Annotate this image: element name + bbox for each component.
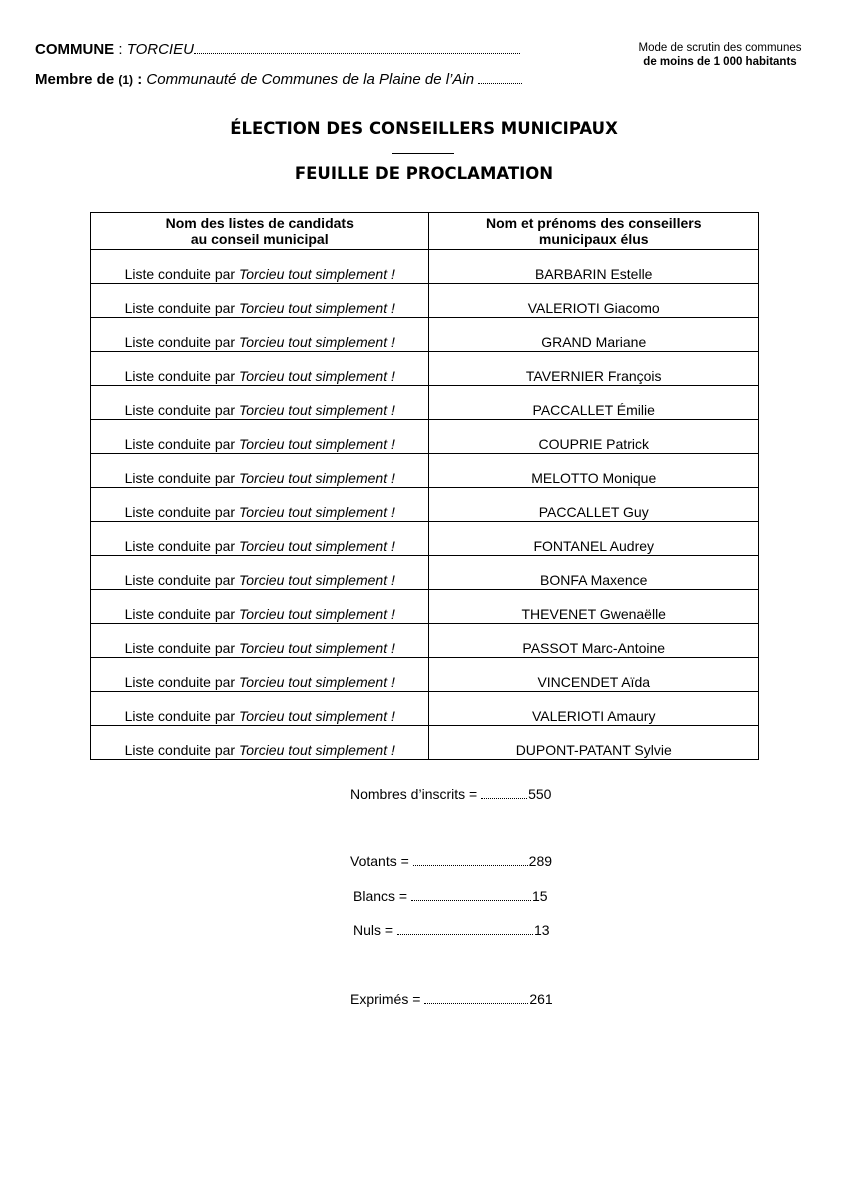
table-row bbox=[91, 386, 759, 420]
list-name: Torcieu tout simplement ! bbox=[238, 266, 395, 282]
dotted-leader bbox=[194, 53, 520, 54]
dotted-leader bbox=[481, 798, 527, 799]
stat-inscrits bbox=[350, 786, 551, 802]
list-name: Torcieu tout simplement ! bbox=[238, 606, 395, 622]
list-prefix: Liste conduite par bbox=[124, 606, 239, 622]
list-cell bbox=[91, 420, 429, 454]
list-cell bbox=[91, 318, 429, 352]
elected-name-cell bbox=[429, 352, 759, 386]
list-cell bbox=[91, 284, 429, 318]
elected-name: MELOTTO Monique bbox=[531, 470, 657, 486]
list-name: Torcieu tout simplement ! bbox=[238, 742, 395, 758]
commune-line bbox=[35, 41, 520, 58]
stat-nuls-label: Nuls = bbox=[353, 922, 397, 938]
list-cell bbox=[91, 624, 429, 658]
list-prefix: Liste conduite par bbox=[124, 402, 239, 418]
table-row bbox=[91, 658, 759, 692]
elected-name: TAVERNIER François bbox=[525, 368, 662, 384]
list-name: Torcieu tout simplement ! bbox=[238, 640, 395, 656]
dotted-leader bbox=[397, 934, 533, 935]
commune-value: TORCIEU bbox=[126, 41, 194, 58]
elected-name-cell bbox=[429, 590, 759, 624]
results-table bbox=[90, 212, 759, 760]
elected-name-cell bbox=[429, 386, 759, 420]
commune-label: COMMUNE bbox=[35, 41, 115, 58]
dotted-leader bbox=[478, 83, 522, 84]
elected-name: PASSOT Marc-Antoine bbox=[522, 640, 666, 656]
column-header-lists bbox=[91, 213, 429, 250]
list-prefix: Liste conduite par bbox=[124, 436, 239, 452]
elected-name: DUPONT-PATANT Sylvie bbox=[515, 742, 672, 758]
elected-name-cell bbox=[429, 522, 759, 556]
table-row bbox=[91, 522, 759, 556]
stat-inscrits-value: 550 bbox=[528, 786, 552, 802]
list-name: Torcieu tout simplement ! bbox=[238, 538, 395, 554]
dotted-leader bbox=[424, 1003, 528, 1004]
table-row bbox=[91, 352, 759, 386]
elected-name-cell bbox=[429, 726, 759, 760]
elected-name: VALERIOTI Amaury bbox=[532, 708, 656, 724]
elected-name-cell bbox=[429, 454, 759, 488]
table-row bbox=[91, 284, 759, 318]
elected-name: THEVENET Gwenaëlle bbox=[521, 606, 666, 622]
elected-name-cell bbox=[429, 556, 759, 590]
table-row bbox=[91, 624, 759, 658]
list-name: Torcieu tout simplement ! bbox=[238, 402, 395, 418]
elected-name-cell bbox=[429, 284, 759, 318]
elected-name: VALERIOTI Giacomo bbox=[527, 300, 660, 316]
list-prefix: Liste conduite par bbox=[124, 266, 239, 282]
page-subtitle: FEUILLE DE PROCLAMATION bbox=[294, 164, 554, 183]
commune-separator: : bbox=[114, 41, 127, 58]
table-row bbox=[91, 488, 759, 522]
stat-blancs-label: Blancs = bbox=[353, 888, 411, 904]
list-cell bbox=[91, 692, 429, 726]
elected-name-cell bbox=[429, 624, 759, 658]
stat-votants-value: 289 bbox=[528, 853, 553, 869]
list-name: Torcieu tout simplement ! bbox=[238, 334, 395, 350]
list-cell bbox=[91, 454, 429, 488]
table-row bbox=[91, 420, 759, 454]
elected-name-cell bbox=[429, 318, 759, 352]
list-prefix: Liste conduite par bbox=[124, 742, 239, 758]
dotted-leader bbox=[411, 900, 531, 901]
list-cell bbox=[91, 590, 429, 624]
list-name: Torcieu tout simplement ! bbox=[238, 504, 395, 520]
list-prefix: Liste conduite par bbox=[124, 368, 239, 384]
list-name: Torcieu tout simplement ! bbox=[238, 470, 395, 486]
stat-inscrits-label: Nombres d’inscrits = bbox=[350, 786, 482, 802]
stat-nuls bbox=[353, 922, 550, 938]
table-row bbox=[91, 692, 759, 726]
list-name: Torcieu tout simplement ! bbox=[238, 708, 395, 724]
list-prefix: Liste conduite par bbox=[124, 470, 239, 486]
stat-blancs bbox=[353, 888, 548, 904]
elected-name-cell bbox=[429, 420, 759, 454]
stat-exprimes-value: 261 bbox=[529, 991, 553, 1007]
stat-exprimes bbox=[350, 991, 553, 1007]
column-header-lists-line1: Nom des listes de candidats bbox=[165, 215, 354, 231]
elected-name: BONFA Maxence bbox=[540, 572, 648, 588]
list-prefix: Liste conduite par bbox=[124, 572, 239, 588]
list-cell bbox=[91, 658, 429, 692]
elected-name: GRAND Mariane bbox=[541, 334, 647, 350]
list-prefix: Liste conduite par bbox=[124, 640, 239, 656]
title-divider bbox=[392, 153, 454, 154]
list-cell bbox=[91, 386, 429, 420]
column-header-lists-line2: au conseil municipal bbox=[190, 231, 329, 247]
stat-nuls-value: 13 bbox=[533, 922, 550, 938]
list-prefix: Liste conduite par bbox=[124, 674, 239, 690]
list-prefix: Liste conduite par bbox=[124, 538, 239, 554]
stat-votants-label: Votants = bbox=[350, 853, 413, 869]
list-cell bbox=[91, 556, 429, 590]
elected-name: FONTANEL Audrey bbox=[533, 538, 655, 554]
scrutin-mode-line1: Mode de scrutin des communes bbox=[638, 42, 802, 54]
table-row bbox=[91, 556, 759, 590]
table-row bbox=[91, 250, 759, 284]
table-row bbox=[91, 590, 759, 624]
elected-name: BARBARIN Estelle bbox=[534, 266, 653, 282]
list-name: Torcieu tout simplement ! bbox=[238, 674, 395, 690]
scrutin-mode-line2: de moins de 1 000 habitants bbox=[643, 56, 797, 68]
membre-line bbox=[35, 71, 522, 88]
list-cell bbox=[91, 352, 429, 386]
list-name: Torcieu tout simplement ! bbox=[238, 436, 395, 452]
list-cell bbox=[91, 522, 429, 556]
list-cell bbox=[91, 250, 429, 284]
list-prefix: Liste conduite par bbox=[124, 334, 239, 350]
elected-name: PACCALLET Guy bbox=[538, 504, 649, 520]
list-name: Torcieu tout simplement ! bbox=[238, 300, 395, 316]
elected-name: VINCENDET Aïda bbox=[537, 674, 651, 690]
elected-name-cell bbox=[429, 488, 759, 522]
elected-name: COUPRIE Patrick bbox=[538, 436, 649, 452]
page-title: ÉLECTION DES CONSEILLERS MUNICIPAUX bbox=[230, 119, 618, 138]
membre-value: Communauté de Communes de la Plaine de l’Ain bbox=[146, 71, 475, 88]
stat-exprimes-label: Exprimés = bbox=[350, 991, 425, 1007]
elected-name-cell bbox=[429, 250, 759, 284]
table-row bbox=[91, 454, 759, 488]
elected-name-cell bbox=[429, 692, 759, 726]
column-header-elected-line2: municipaux élus bbox=[538, 231, 649, 247]
list-name: Torcieu tout simplement ! bbox=[238, 572, 395, 588]
list-prefix: Liste conduite par bbox=[124, 504, 239, 520]
table-row bbox=[91, 726, 759, 760]
dotted-leader bbox=[413, 865, 528, 866]
elected-name: PACCALLET Émilie bbox=[532, 402, 655, 418]
list-prefix: Liste conduite par bbox=[124, 708, 239, 724]
stat-blancs-value: 15 bbox=[531, 888, 548, 904]
stat-votants bbox=[350, 853, 552, 869]
membre-separator: : bbox=[133, 71, 147, 88]
footnote-marker: (1) bbox=[118, 73, 134, 87]
list-cell bbox=[91, 488, 429, 522]
elected-name-cell bbox=[429, 658, 759, 692]
table-row bbox=[91, 318, 759, 352]
list-cell bbox=[91, 726, 429, 760]
column-header-elected-line1: Nom et prénoms des conseillers bbox=[485, 215, 702, 231]
column-header-elected bbox=[429, 213, 759, 250]
list-name: Torcieu tout simplement ! bbox=[238, 368, 395, 384]
membre-label: Membre de bbox=[35, 71, 115, 88]
list-prefix: Liste conduite par bbox=[124, 300, 239, 316]
scrutin-mode-note bbox=[620, 41, 820, 69]
table-header-row bbox=[91, 213, 759, 250]
